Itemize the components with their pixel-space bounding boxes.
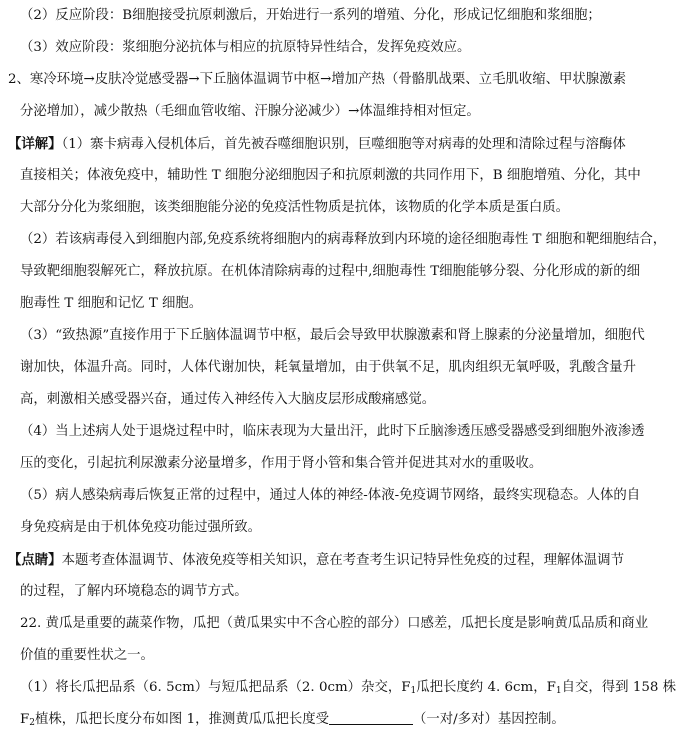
paragraph-line: 大部分分化为浆细胞，该类细胞能分泌的免疫活性物质是抗体，该物质的化学本质是蛋白质。 [20,200,570,215]
paragraph-line: 直接相关；体液免疫中，辅助性 T 细胞分泌细胞因子和抗原刺激的共同作用下，B 细胞增殖、分化，其中 [20,168,641,183]
paragraph-line: 谢加快，体温升高。同时，人体代谢加快，耗氧量增加，由于供氧不足，肌肉组织无氧呼吸，乳酸含量升 [20,360,636,375]
paragraph-line: 分泌增加），减少散热（毛细血管收缩、汗腺分泌减少）→体温维持相对恒定。 [20,104,480,119]
comment-text: 本题考查体温调节、体液免疫等相关知识，意在考查考生识记特异性免疫的过程，理解体温调节 [61,553,624,568]
question-22-part1: （1）将长瓜把品系（6. 5cm）与短瓜把品系（2. 0cm）杂交，$F_1$瓜把长度约 4. 6cm，$F_1$自交，得到 158 株 [20,680,677,696]
question-22-stem: 22. 黄瓜是重要的蔬菜作物，瓜把（黄瓜果实中不含心腔的部分）口感差，瓜把长度是影响黄瓜品质和商业 [20,616,649,631]
paragraph-line: 高，刺激相关感受器兴奋，通过传入神经传入大脑皮层形成酸痛感觉。 [20,392,436,407]
paragraph-line [0,134,692,155]
paragraph-line: 胞毒性 T 细胞和记忆 T 细胞。 [20,296,203,311]
paragraph-line: 的过程，了解内环境稳态的调节方式。 [20,584,248,599]
answer-blank[interactable] [329,711,413,725]
paragraph-line: 导致靶细胞裂解死亡，释放抗原。在机体清除病毒的过程中,细胞毒性 T细胞能够分裂、分化形成的新的细 [20,264,641,279]
comment-label: 【点睛】 [8,552,62,568]
detail-text: （1）寨卡病毒入侵机体后，首先被吞噬细胞识别，巨噬细胞等对病毒的处理和清除过程与溶酶体 [61,137,626,152]
paragraph-line: 价值的重要性状之一。 [20,648,154,663]
paragraph-line: 压的变化，引起抗利尿激素分泌量增多，作用于肾小管和集合管并促进其对水的重吸收。 [20,456,543,471]
paragraph-line: （4）当上述病人处于退烧过程中时，临床表现为大量出汗，此时下丘脑渗透压感受器感受到细胞外液渗透 [20,424,645,439]
paragraph-line: （3）效应阶段：浆细胞分泌抗体与相应的抗原特异性结合，发挥免疫效应。 [20,40,471,55]
paragraph-line: （2）反应阶段：B细胞接受抗原刺激后，开始进行一系列的增殖、分化，形成记忆细胞和浆细胞； [20,8,601,23]
detail-label: 【详解】 [8,136,62,152]
question-22-part1: $F_2$植株，瓜把长度分布如图 1，推测黄瓜瓜把长度受 （一对/多对）基因控制。 [20,712,565,728]
paragraph-line: （2）若该病毒侵入到细胞内部,免疫系统将细胞内的病毒释放到内环境的途径细胞毒性 T 细胞和靶细胞结合， [20,232,667,247]
paragraph-line: （5）病人感染病毒后恢复正常的过程中，通过人体的神经-体液-免疫调节网络，最终实现稳态。人体的自 [20,488,641,503]
paragraph-line: 2、寒冷环境→皮肤冷觉感受器→下丘脑体温调节中枢→增加产热（骨骼肌战栗、立毛肌收缩、甲状腺激素 [8,72,626,87]
paragraph-line: 身免疫病是由于机体免疫功能过强所致。 [20,520,262,535]
paragraph-line [0,550,692,571]
paragraph-line: （3）“致热源”直接作用于下丘脑体温调节中枢，最后会导致甲状腺激素和肾上腺素的分泌量增加，细胞代 [20,328,645,343]
